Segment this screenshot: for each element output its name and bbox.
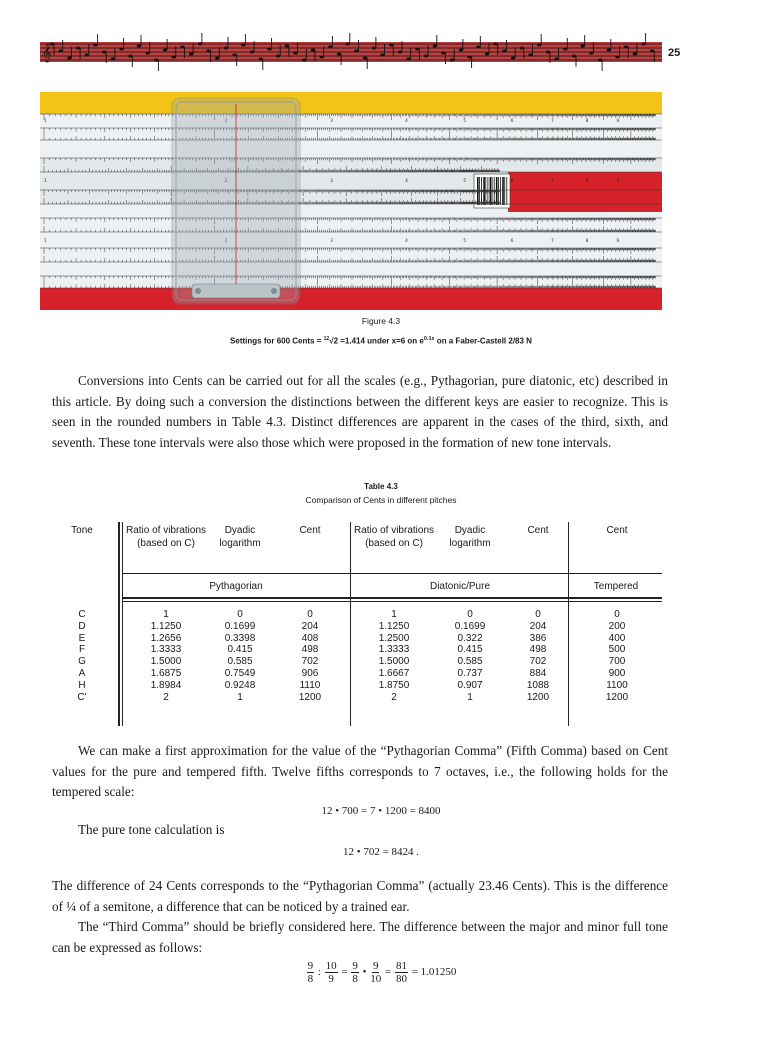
fraction: $\frac{9}{10}$ bbox=[370, 960, 382, 985]
table-cell: H bbox=[78, 679, 86, 691]
table-cell: 0 bbox=[467, 609, 473, 620]
table-cell: 400 bbox=[608, 632, 626, 644]
table-cell: G bbox=[78, 656, 86, 668]
table-cell: 0 bbox=[237, 609, 243, 620]
table-cell: 1.1250 bbox=[150, 620, 182, 632]
figure-caption: Settings for 600 Cents = $^{12}$√2 =1.414 under x=6 on $e^{0.1x}$ on a Faber-Castell 2/83 N bbox=[230, 336, 532, 346]
table-cell: E bbox=[78, 632, 86, 644]
table-cell: 1.2500 bbox=[378, 632, 410, 644]
table-cell: 2 bbox=[391, 691, 397, 703]
table-cell: 0.1699 bbox=[224, 620, 256, 632]
table-cell: 700 bbox=[608, 656, 626, 668]
table-cell: 0.737 bbox=[457, 667, 483, 679]
table-cell: 0.3398 bbox=[224, 632, 256, 644]
table-cell: F bbox=[78, 644, 86, 656]
table-cell: 1200 bbox=[298, 691, 322, 703]
table-subtitle: Comparison of Cents in different pitches bbox=[305, 495, 457, 505]
table-cell: 0.322 bbox=[457, 632, 483, 644]
table-cell: 1100 bbox=[606, 679, 628, 691]
body-paragraph-5: The “Third Comma” should be briefly considered here. The difference between the major and minor full tone can be expressed as follows: bbox=[52, 919, 668, 955]
table-cell: 1.3333 bbox=[378, 644, 410, 656]
table-cell: 1200 bbox=[605, 691, 629, 703]
table-cell: 408 bbox=[301, 632, 319, 644]
svg-text:𝄞: 𝄞 bbox=[42, 43, 52, 62]
cents-comparison-table bbox=[52, 516, 662, 726]
table-cell: 702 bbox=[301, 656, 319, 668]
table-cell: 0.7549 bbox=[224, 667, 256, 679]
table-cell: 900 bbox=[608, 667, 626, 679]
table-title: Table 4.3 bbox=[364, 482, 398, 491]
table-cell: 0.415 bbox=[227, 644, 253, 656]
table-cell: 1.2656 bbox=[150, 632, 182, 644]
table-cell: 1 bbox=[391, 609, 397, 620]
header-cent-3: Cent bbox=[606, 525, 628, 536]
table-cell: 204 bbox=[529, 620, 547, 632]
figure-label: Figure 4.3 bbox=[361, 316, 401, 326]
header-dyadic-2: Dyadic logarithm bbox=[449, 525, 491, 549]
header-cent-2: Cent bbox=[527, 525, 549, 536]
table-cell: 386 bbox=[529, 632, 547, 644]
table-cell: 498 bbox=[529, 644, 547, 656]
body-paragraph-4: The difference of 24 Cents corresponds to the “Pythagorian Comma” (actually 23.46 Cents). This is the difference of ¼ of a semitone, a difference that can be noticed by a trained ear. bbox=[52, 878, 668, 914]
fraction: $\frac{9}{8}$ bbox=[307, 960, 314, 985]
rule-bottom-band bbox=[40, 288, 662, 310]
fraction: $\frac{10}{9}$ bbox=[325, 960, 337, 985]
table-cell: 1.5000 bbox=[378, 656, 410, 668]
table-cell: 906 bbox=[301, 667, 319, 679]
group-tempered: Tempered bbox=[593, 581, 639, 592]
table-cell: A bbox=[78, 667, 86, 679]
table-cell: 1 bbox=[163, 609, 169, 620]
header-cent: Cent bbox=[299, 525, 321, 536]
table-cell: 884 bbox=[529, 667, 547, 679]
body-paragraph-2: We can make a first approximation for the value of the “Pythagorian Comma” (Fifth Comma) based on Cent values for the pure and tempered fifth. Twelve fifths corresponds to 7 octaves, i.e., the following holds for the tempered scale: bbox=[52, 743, 668, 799]
table-cell: 1 bbox=[237, 691, 243, 703]
equation-tempered: 12 • 700 = 7 • 1200 = 8400 bbox=[321, 805, 441, 817]
table-cell: 200 bbox=[608, 620, 626, 632]
table-cell: 498 bbox=[301, 644, 319, 656]
table-cell: 1200 bbox=[526, 691, 550, 703]
column-di-cent bbox=[510, 609, 566, 703]
body-paragraph-1: Conversions into Cents can be carried out for all the scales (e.g., Pythagorian, pure diatonic, etc) described in this article. By doing such a conversion the distinctions between the different keys are easier to recognize. This is seen in the rounded numbers in Table 4.3. Distinct differences are apparent in the cases of the third, sixth, and seventh. These tone intervals were also those which were proposed in the formation of new tone intervals. bbox=[52, 373, 668, 450]
slide-rule-figure bbox=[40, 92, 662, 310]
equation-third-comma: $\frac{9}{8}$ : $\frac{10}{9}$ = $\frac{9}{8}$ • $\frac{9}{10}$ = $\frac{81}{80}$ = 1.01250 bbox=[307, 960, 457, 985]
table-cell: 1.3333 bbox=[150, 644, 182, 656]
table-cell: 702 bbox=[529, 656, 547, 668]
column-di-log bbox=[440, 609, 500, 703]
body-paragraph-3: The pure tone calculation is bbox=[78, 822, 225, 837]
table-cell: 2 bbox=[163, 691, 169, 703]
group-diatonic: Diatonic/Pure bbox=[429, 581, 491, 592]
equation-pure: 12 • 702 = 8424 . bbox=[342, 846, 420, 858]
header-ratio: Ratio of vibrations (based on C) bbox=[125, 525, 207, 549]
table-cell: C bbox=[78, 609, 86, 620]
table-cell: D bbox=[78, 620, 86, 632]
table-cell: 0.585 bbox=[457, 656, 483, 668]
fraction: $\frac{9}{8}$ bbox=[352, 960, 358, 985]
table-cell: 0.1699 bbox=[454, 620, 486, 632]
table-cell: 1 bbox=[467, 691, 473, 703]
column-di-ratio bbox=[352, 609, 436, 703]
column-py-ratio bbox=[124, 609, 208, 703]
table-cell: 500 bbox=[608, 644, 626, 656]
rule-cursor bbox=[172, 98, 300, 304]
table-cell: 1.6875 bbox=[150, 667, 182, 679]
table-cell: 1.6667 bbox=[378, 667, 410, 679]
music-staff-banner bbox=[40, 30, 662, 74]
table-cell: 0 bbox=[535, 609, 541, 620]
table-cell: 1.8984 bbox=[150, 679, 182, 691]
group-pythagorian: Pythagorian bbox=[209, 581, 263, 592]
fraction: $\frac{81}{80}$ bbox=[395, 960, 407, 985]
table-cell: 0.907 bbox=[457, 679, 483, 691]
column-tone bbox=[52, 609, 112, 703]
table-cell: 0 bbox=[307, 609, 313, 620]
table-cell: 1.8750 bbox=[378, 679, 410, 691]
table-cell: 1110 bbox=[299, 679, 321, 691]
rule-top-band bbox=[40, 92, 662, 114]
table-cell: 0.9248 bbox=[224, 679, 256, 691]
column-py-log bbox=[212, 609, 268, 703]
header-ratio-2: Ratio of vibrations (based on C) bbox=[353, 525, 435, 549]
table-cell: 204 bbox=[301, 620, 319, 632]
header-dyadic: Dyadic logarithm bbox=[219, 525, 261, 549]
table-cell: 1088 bbox=[526, 679, 550, 691]
page-number: 25 bbox=[668, 47, 681, 59]
table-cell: C' bbox=[77, 691, 87, 703]
column-te-cent bbox=[574, 609, 660, 703]
table-cell: 1.1250 bbox=[378, 620, 410, 632]
table-cell: 0.415 bbox=[457, 644, 483, 656]
table-cell: 1.5000 bbox=[150, 656, 182, 668]
header-tone: Tone bbox=[71, 525, 93, 536]
table-cell: 0 bbox=[614, 609, 620, 620]
column-py-cent bbox=[284, 609, 336, 703]
table-cell: 0.585 bbox=[227, 656, 253, 668]
